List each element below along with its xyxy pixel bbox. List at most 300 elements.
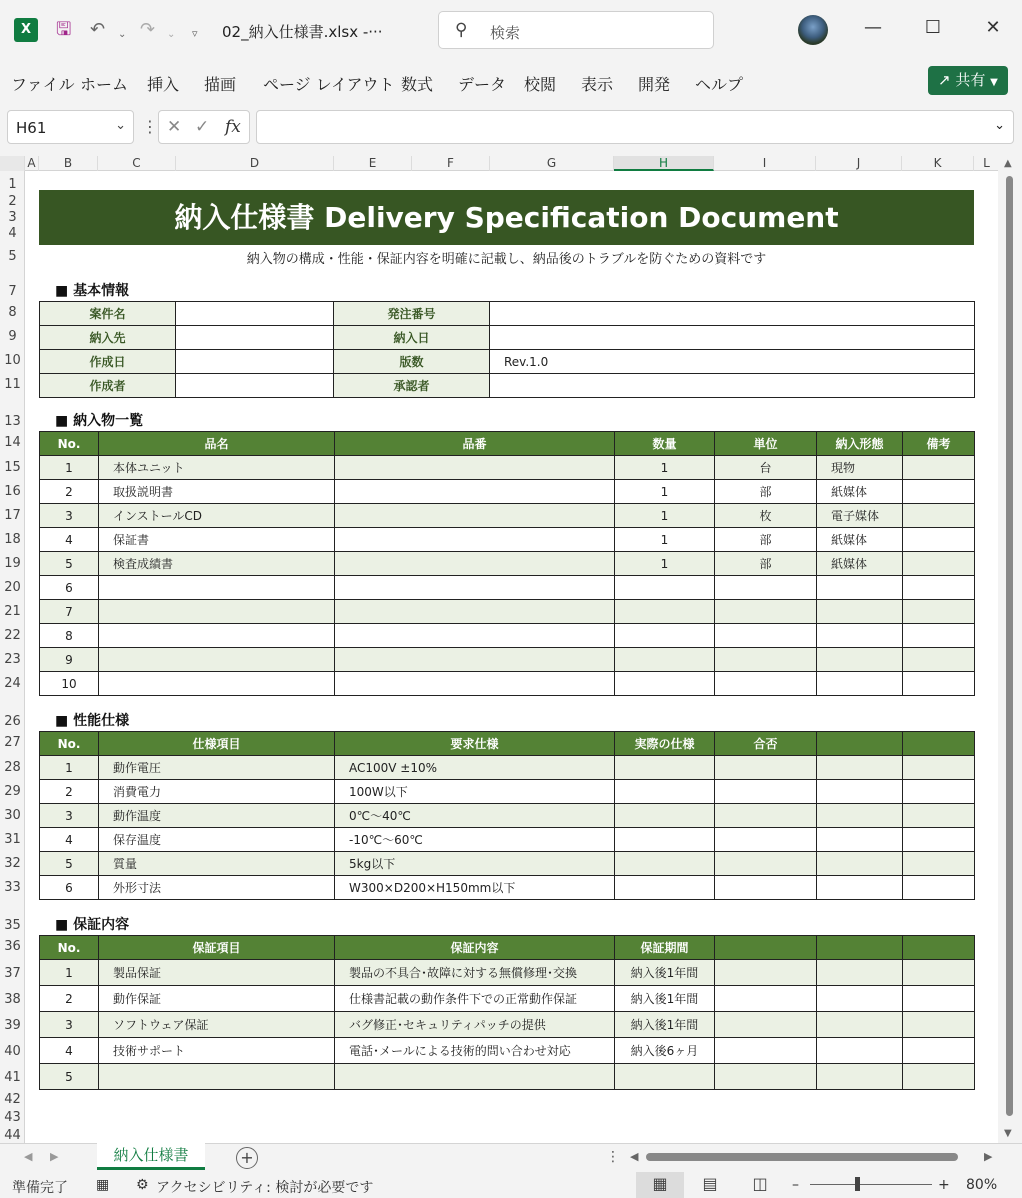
table-cell[interactable]: [615, 672, 715, 696]
table-cell[interactable]: AC100V ±10%: [335, 756, 615, 780]
table-cell[interactable]: 10: [40, 672, 99, 696]
table-cell[interactable]: [903, 876, 975, 900]
table-cell[interactable]: 100W以下: [335, 780, 615, 804]
table-cell[interactable]: 電話･メールによる技術的問い合わせ対応: [335, 1038, 615, 1064]
horizontal-scroll-thumb[interactable]: [646, 1153, 958, 1161]
expand-formula-icon[interactable]: ⌄: [994, 118, 1005, 133]
field-label: 発注番号: [334, 302, 490, 326]
zoom-slider[interactable]: [810, 1184, 932, 1185]
row-header[interactable]: 36: [4, 939, 21, 954]
column-heading: 保証期間: [615, 936, 715, 960]
table-cell[interactable]: 動作電圧: [99, 756, 335, 780]
scroll-left-icon[interactable]: ◀: [630, 1150, 639, 1163]
row-header[interactable]: 35: [4, 918, 21, 933]
table-cell[interactable]: [715, 1012, 817, 1038]
table-cell[interactable]: 保証書: [99, 528, 335, 552]
table-cell[interactable]: 3: [40, 504, 99, 528]
table-cell[interactable]: [903, 456, 975, 480]
table-cell[interactable]: 5: [40, 552, 99, 576]
table-row: [40, 986, 975, 1012]
table-cell[interactable]: [903, 1064, 975, 1090]
table-cell[interactable]: [817, 828, 903, 852]
table-cell[interactable]: [903, 672, 975, 696]
table-cell[interactable]: 4: [40, 1038, 99, 1064]
row-header[interactable]: 4: [8, 226, 17, 241]
row-header[interactable]: 40: [4, 1044, 21, 1059]
table-cell[interactable]: 1: [40, 756, 99, 780]
column-heading: 品名: [99, 432, 335, 456]
table-cell[interactable]: [817, 780, 903, 804]
table-cell[interactable]: -10℃～60℃: [335, 828, 615, 852]
table-cell[interactable]: [817, 852, 903, 876]
chevron-down-icon: ▼: [990, 77, 998, 88]
table-cell[interactable]: 部: [715, 528, 817, 552]
table-cell[interactable]: [715, 828, 817, 852]
table-cell[interactable]: [335, 528, 615, 552]
column-header[interactable]: A: [25, 156, 39, 171]
table-cell[interactable]: バグ修正･セキュリティパッチの提供: [335, 1012, 615, 1038]
field-value[interactable]: [490, 326, 975, 350]
field-label: 版数: [334, 350, 490, 374]
table-cell[interactable]: [715, 756, 817, 780]
table-cell[interactable]: [335, 456, 615, 480]
table-cell[interactable]: 1: [615, 480, 715, 504]
table-cell[interactable]: [335, 648, 615, 672]
formula-buttons: [158, 110, 250, 144]
row-header[interactable]: 20: [4, 580, 21, 595]
scroll-up-icon[interactable]: ▲: [1004, 158, 1012, 169]
table-cell[interactable]: 外形寸法: [99, 876, 335, 900]
table-cell[interactable]: [817, 756, 903, 780]
table-cell[interactable]: [903, 960, 975, 986]
performance-table: [39, 731, 975, 900]
field-value[interactable]: [176, 326, 334, 350]
table-cell[interactable]: [903, 480, 975, 504]
row-header[interactable]: 7: [8, 284, 17, 299]
table-cell[interactable]: 質量: [99, 852, 335, 876]
tab-data[interactable]: データ: [458, 75, 507, 94]
scroll-down-icon[interactable]: ▼: [1004, 1128, 1012, 1139]
table-cell[interactable]: [335, 576, 615, 600]
table-row: [40, 1064, 975, 1090]
table-cell[interactable]: [817, 672, 903, 696]
row-header[interactable]: 44: [4, 1128, 21, 1143]
table-cell[interactable]: 部: [715, 480, 817, 504]
avatar[interactable]: [798, 15, 828, 45]
table-cell[interactable]: [817, 1064, 903, 1090]
table-cell[interactable]: 製品の不具合･故障に対する無償修理･交換: [335, 960, 615, 986]
row-header[interactable]: 41: [4, 1070, 21, 1085]
row-header[interactable]: 13: [4, 414, 21, 429]
redo-icon[interactable]: ↷: [140, 19, 156, 40]
table-cell[interactable]: 納入後1年間: [615, 1012, 715, 1038]
row-header[interactable]: 22: [4, 628, 21, 643]
table-cell[interactable]: [715, 960, 817, 986]
table-cell[interactable]: [335, 1064, 615, 1090]
table-cell[interactable]: 1: [615, 528, 715, 552]
cancel-icon[interactable]: ✕: [167, 117, 182, 137]
sheet-tab-active[interactable]: 納入仕様書: [97, 1143, 205, 1170]
table-cell[interactable]: [903, 552, 975, 576]
row-header[interactable]: 23: [4, 652, 21, 667]
select-all-corner[interactable]: [0, 156, 25, 171]
table-cell[interactable]: インストールCD: [99, 504, 335, 528]
table-cell[interactable]: 納入後6ヶ月: [615, 1038, 715, 1064]
table-cell[interactable]: 紙媒体: [817, 528, 903, 552]
table-row: [40, 552, 975, 576]
table-cell[interactable]: [715, 648, 817, 672]
page-layout-view-icon[interactable]: ▤: [702, 1174, 718, 1193]
table-cell[interactable]: [335, 480, 615, 504]
table-cell[interactable]: [903, 648, 975, 672]
row-header[interactable]: 18: [4, 532, 21, 547]
table-cell[interactable]: [99, 648, 335, 672]
tab-review[interactable]: 校閲: [524, 75, 557, 94]
table-cell[interactable]: 5kg以下: [335, 852, 615, 876]
table-cell[interactable]: [817, 986, 903, 1012]
table-cell[interactable]: 台: [715, 456, 817, 480]
table-cell[interactable]: 本体ユニット: [99, 456, 335, 480]
column-heading: No.: [40, 432, 99, 456]
table-cell[interactable]: 部: [715, 552, 817, 576]
table-cell[interactable]: [903, 828, 975, 852]
column-header[interactable]: D: [176, 156, 334, 171]
table-cell[interactable]: 納入後1年間: [615, 960, 715, 986]
field-value[interactable]: [176, 350, 334, 374]
more-options-icon[interactable]: ⋮: [606, 1149, 620, 1165]
tab-draw[interactable]: 描画: [204, 75, 237, 94]
table-cell[interactable]: [715, 576, 817, 600]
table-cell[interactable]: [99, 624, 335, 648]
tab-formulas[interactable]: 数式: [401, 75, 434, 94]
table-cell[interactable]: 技術サポート: [99, 1038, 335, 1064]
table-cell[interactable]: 1: [615, 456, 715, 480]
table-cell[interactable]: [817, 648, 903, 672]
row-header[interactable]: 21: [4, 604, 21, 619]
basic-info-table: [39, 301, 975, 398]
row-header[interactable]: 39: [4, 1018, 21, 1033]
row-header[interactable]: 33: [4, 880, 21, 895]
column-header[interactable]: I: [714, 156, 816, 171]
table-cell[interactable]: [817, 876, 903, 900]
zoom-level[interactable]: 80%: [966, 1177, 998, 1193]
table-cell[interactable]: 1: [40, 456, 99, 480]
table-cell[interactable]: [715, 600, 817, 624]
table-cell[interactable]: [615, 648, 715, 672]
table-cell[interactable]: 5: [40, 1064, 99, 1090]
vertical-scrollbar[interactable]: [998, 156, 1022, 1143]
more-options-icon[interactable]: ⋮: [142, 117, 158, 136]
vertical-scroll-thumb[interactable]: [1006, 176, 1013, 1116]
column-header[interactable]: C: [98, 156, 176, 171]
table-row: [40, 648, 975, 672]
table-cell[interactable]: [903, 804, 975, 828]
table-cell[interactable]: [903, 986, 975, 1012]
normal-view-icon[interactable]: ▦: [636, 1172, 684, 1198]
minimize-icon[interactable]: —: [864, 17, 882, 38]
row-header[interactable]: 37: [4, 966, 21, 981]
accessibility-status[interactable]: アクセシビリティ: 検討が必要です: [156, 1180, 374, 1196]
table-cell[interactable]: 現物: [817, 456, 903, 480]
table-row: [40, 1038, 975, 1064]
name-box[interactable]: [7, 110, 134, 144]
field-value[interactable]: [176, 374, 334, 398]
table-cell[interactable]: [615, 756, 715, 780]
tab-view[interactable]: 表示: [581, 75, 614, 94]
table-cell[interactable]: 0℃～40℃: [335, 804, 615, 828]
row-header[interactable]: 38: [4, 992, 21, 1007]
column-heading: 要求仕様: [335, 732, 615, 756]
table-cell[interactable]: 5: [40, 852, 99, 876]
table-cell[interactable]: [615, 1064, 715, 1090]
column-header[interactable]: F: [412, 156, 490, 171]
prev-sheet-icon[interactable]: ◀: [24, 1150, 33, 1163]
table-cell[interactable]: [715, 986, 817, 1012]
table-row: [40, 804, 975, 828]
table-cell[interactable]: [615, 828, 715, 852]
table-cell[interactable]: 4: [40, 528, 99, 552]
table-cell[interactable]: 3: [40, 1012, 99, 1038]
field-label: 納入日: [334, 326, 490, 350]
column-heading: [817, 936, 903, 960]
table-cell[interactable]: 7: [40, 600, 99, 624]
field-value[interactable]: [176, 302, 334, 326]
close-icon[interactable]: ✕: [985, 17, 1001, 38]
sheet-content[interactable]: [25, 171, 998, 1143]
table-cell[interactable]: 3: [40, 804, 99, 828]
add-sheet-icon[interactable]: +: [236, 1147, 258, 1169]
tab-help[interactable]: ヘルプ: [695, 75, 744, 94]
table-cell[interactable]: [615, 876, 715, 900]
row-header[interactable]: 10: [4, 353, 21, 368]
table-cell[interactable]: [335, 552, 615, 576]
row-header[interactable]: 16: [4, 484, 21, 499]
table-cell[interactable]: [99, 672, 335, 696]
table-cell[interactable]: [335, 624, 615, 648]
table-cell[interactable]: [99, 576, 335, 600]
row-header[interactable]: 15: [4, 460, 21, 475]
column-header[interactable]: B: [39, 156, 98, 171]
search-icon: ⚲: [455, 20, 468, 40]
table-cell[interactable]: [903, 1038, 975, 1064]
column-header[interactable]: J: [816, 156, 902, 171]
table-cell[interactable]: 仕様書記載の動作条件下での正常動作保証: [335, 986, 615, 1012]
chevron-down-icon[interactable]: ⌄: [115, 118, 126, 133]
row-header[interactable]: 2: [8, 194, 17, 209]
table-cell[interactable]: [903, 624, 975, 648]
page-break-view-icon[interactable]: ◫: [752, 1174, 768, 1193]
table-cell[interactable]: [615, 780, 715, 804]
table-cell[interactable]: 動作温度: [99, 804, 335, 828]
horizontal-scrollbar[interactable]: [628, 1150, 998, 1164]
save-icon[interactable]: 🖫: [56, 19, 72, 40]
row-header[interactable]: 43: [4, 1110, 21, 1125]
table-cell[interactable]: 1: [615, 504, 715, 528]
row-header[interactable]: 5: [8, 249, 17, 264]
table-cell[interactable]: 枚: [715, 504, 817, 528]
row-header[interactable]: 19: [4, 556, 21, 571]
undo-dropdown-icon[interactable]: ⌄: [118, 29, 127, 40]
share-icon: ↗: [938, 71, 951, 89]
table-cell[interactable]: 消費電力: [99, 780, 335, 804]
tab-home[interactable]: ホーム: [80, 75, 129, 94]
table-cell[interactable]: [903, 504, 975, 528]
table-header-row: [40, 732, 975, 756]
table-cell[interactable]: [335, 600, 615, 624]
table-cell[interactable]: [903, 852, 975, 876]
table-cell[interactable]: [903, 780, 975, 804]
row-header[interactable]: 8: [8, 305, 17, 320]
table-cell[interactable]: 2: [40, 986, 99, 1012]
row-header[interactable]: 42: [4, 1092, 21, 1107]
row-header[interactable]: 29: [4, 784, 21, 799]
enter-icon[interactable]: ✓: [195, 117, 210, 137]
table-cell[interactable]: [715, 1038, 817, 1064]
row-header[interactable]: 26: [4, 714, 21, 729]
table-cell[interactable]: 2: [40, 480, 99, 504]
row-headers: [0, 171, 25, 1143]
column-header[interactable]: L: [974, 156, 1000, 171]
table-cell[interactable]: [715, 876, 817, 900]
table-cell[interactable]: ソフトウェア保証: [99, 1012, 335, 1038]
table-cell[interactable]: 取扱説明書: [99, 480, 335, 504]
accessibility-icon[interactable]: ⚙: [136, 1177, 149, 1193]
table-cell[interactable]: 保存温度: [99, 828, 335, 852]
table-cell[interactable]: 紙媒体: [817, 552, 903, 576]
table-cell[interactable]: [715, 804, 817, 828]
row-header[interactable]: 32: [4, 856, 21, 871]
redo-dropdown-icon[interactable]: ⌄: [167, 29, 176, 40]
table-cell[interactable]: 8: [40, 624, 99, 648]
share-button[interactable]: [928, 66, 1008, 95]
table-cell[interactable]: [715, 852, 817, 876]
maximize-icon[interactable]: ☐: [924, 17, 942, 38]
tab-file[interactable]: ファイル: [11, 75, 75, 94]
table-cell[interactable]: [615, 600, 715, 624]
customize-toolbar-icon[interactable]: ▿: [192, 27, 198, 40]
table-cell[interactable]: 検査成績書: [99, 552, 335, 576]
table-cell[interactable]: 動作保証: [99, 986, 335, 1012]
row-header[interactable]: 27: [4, 735, 21, 750]
column-header-selected[interactable]: H: [614, 156, 714, 171]
column-heading: No.: [40, 732, 99, 756]
table-cell[interactable]: 9: [40, 648, 99, 672]
sheet-tab-bar: [0, 1143, 1022, 1170]
table-cell[interactable]: [817, 1012, 903, 1038]
table-cell[interactable]: [615, 624, 715, 648]
column-header[interactable]: K: [902, 156, 974, 171]
table-header-row: [40, 936, 975, 960]
table-cell[interactable]: 6: [40, 576, 99, 600]
table-cell[interactable]: [715, 780, 817, 804]
table-cell[interactable]: 納入後1年間: [615, 986, 715, 1012]
table-cell[interactable]: [817, 804, 903, 828]
row-header[interactable]: 1: [8, 177, 17, 192]
tab-developer[interactable]: 開発: [638, 75, 671, 94]
table-cell[interactable]: [903, 756, 975, 780]
table-cell[interactable]: [817, 600, 903, 624]
table-row: [40, 528, 975, 552]
table-cell[interactable]: [715, 624, 817, 648]
table-cell[interactable]: [817, 576, 903, 600]
field-value[interactable]: Rev.1.0: [490, 350, 975, 374]
table-cell[interactable]: [817, 1038, 903, 1064]
table-cell[interactable]: 4: [40, 828, 99, 852]
table-row: [40, 350, 975, 374]
table-cell[interactable]: 紙媒体: [817, 480, 903, 504]
table-cell[interactable]: W300×D200×H150mm以下: [335, 876, 615, 900]
column-header[interactable]: E: [334, 156, 412, 171]
table-row: [40, 600, 975, 624]
table-cell[interactable]: [715, 1064, 817, 1090]
row-header[interactable]: 14: [4, 435, 21, 450]
row-header[interactable]: 24: [4, 676, 21, 691]
table-cell[interactable]: [615, 804, 715, 828]
table-cell[interactable]: [715, 672, 817, 696]
zoom-slider-knob[interactable]: [855, 1177, 860, 1191]
table-cell[interactable]: [903, 1012, 975, 1038]
table-cell[interactable]: [903, 600, 975, 624]
zoom-in-icon[interactable]: +: [938, 1177, 950, 1193]
table-cell[interactable]: [903, 576, 975, 600]
table-row: [40, 326, 975, 350]
row-header[interactable]: 17: [4, 508, 21, 523]
undo-icon[interactable]: ↶: [90, 19, 106, 40]
field-value[interactable]: [490, 302, 975, 326]
table-cell[interactable]: [335, 672, 615, 696]
tab-insert[interactable]: 挿入: [147, 75, 180, 94]
table-cell[interactable]: [615, 852, 715, 876]
row-header[interactable]: 31: [4, 832, 21, 847]
worksheet-grid: [0, 156, 1022, 1143]
zoom-out-icon[interactable]: –: [792, 1177, 799, 1193]
table-row: [40, 374, 975, 398]
table-cell[interactable]: [817, 624, 903, 648]
table-row: [40, 624, 975, 648]
table-cell[interactable]: [615, 576, 715, 600]
table-cell[interactable]: [817, 960, 903, 986]
scroll-right-icon[interactable]: ▶: [984, 1150, 993, 1163]
row-header[interactable]: 11: [4, 377, 21, 392]
column-header[interactable]: G: [490, 156, 614, 171]
field-label: 承認者: [334, 374, 490, 398]
field-value[interactable]: [490, 374, 975, 398]
table-cell[interactable]: 2: [40, 780, 99, 804]
table-cell[interactable]: 製品保証: [99, 960, 335, 986]
next-sheet-icon[interactable]: ▶: [50, 1150, 59, 1163]
row-header[interactable]: 30: [4, 808, 21, 823]
table-cell[interactable]: [335, 504, 615, 528]
document-subtitle: 納入物の構成・性能・保証内容を明確に記載し、納品後のトラブルを防ぐための資料です: [246, 252, 767, 267]
formula-input[interactable]: [256, 110, 1014, 144]
table-cell[interactable]: [99, 1064, 335, 1090]
insert-function-icon[interactable]: fx: [225, 117, 241, 137]
table-cell[interactable]: [903, 528, 975, 552]
table-cell[interactable]: 6: [40, 876, 99, 900]
macro-record-icon[interactable]: ▦: [96, 1177, 110, 1193]
table-cell[interactable]: 1: [615, 552, 715, 576]
search-placeholder: 検索: [490, 24, 521, 42]
row-header[interactable]: 28: [4, 760, 21, 775]
row-header[interactable]: 9: [8, 329, 17, 344]
row-header[interactable]: 3: [8, 210, 17, 225]
column-heading: [903, 936, 975, 960]
table-cell[interactable]: 電子媒体: [817, 504, 903, 528]
search-box[interactable]: [438, 11, 714, 49]
tab-page-layout[interactable]: ページ レイアウト: [263, 75, 395, 94]
table-cell[interactable]: 1: [40, 960, 99, 986]
table-cell[interactable]: [99, 600, 335, 624]
